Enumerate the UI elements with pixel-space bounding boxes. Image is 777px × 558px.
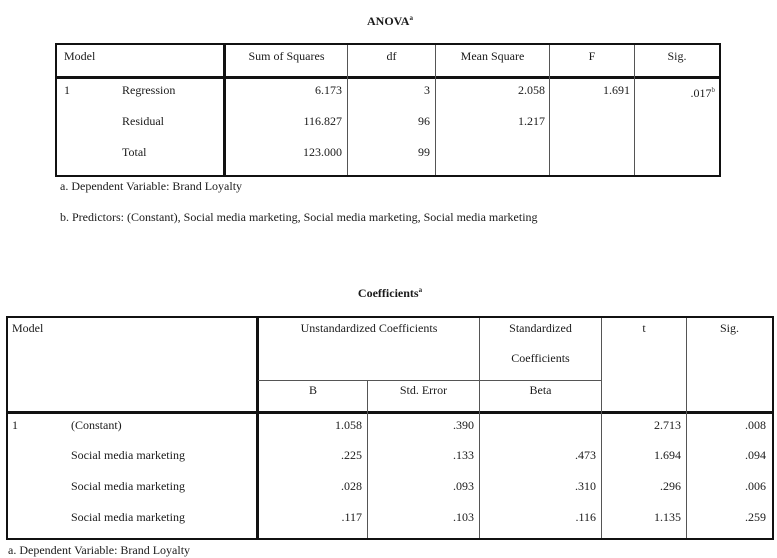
- anova-header-ss: Sum of Squares: [248, 49, 325, 63]
- anova-header-sig: Sig.: [667, 49, 687, 63]
- coef-header-std-error: Std. Error: [399, 383, 448, 397]
- anova-header-df: df: [386, 49, 397, 63]
- coefficients-header-rule: [6, 411, 774, 414]
- coef-header-beta: Beta: [529, 383, 552, 397]
- anova-title: ANOVA$^a$: [367, 14, 413, 28]
- anova-footnote-a: a. Dependent Variable: Brand Loyalty: [60, 179, 243, 193]
- coef-model-number: 1: [12, 418, 18, 432]
- coefficients-footnote-a: a. Dependent Variable: Brand Loyalty: [8, 543, 191, 557]
- coef-header-standardized-2: Coefficients: [511, 351, 570, 365]
- anova-sig-value: .017$^b$: [690, 86, 715, 100]
- anova-header-model: Model: [64, 49, 96, 63]
- coef-header-b: B: [308, 383, 317, 397]
- coefficients-title: Coefficients$^a$: [357, 286, 423, 300]
- coef-header-unstandardized: Unstandardized Coefficients: [300, 321, 438, 335]
- coef-header-sig: Sig.: [719, 321, 739, 335]
- anova-model-number: 1: [64, 83, 70, 97]
- coef-header-model: Model: [12, 321, 44, 335]
- anova-footnote-b: b. Predictors: (Constant), Social media marketing, Social media marketing, Social media marketing: [60, 210, 538, 224]
- coef-header-standardized: Standardized: [509, 321, 572, 335]
- coef-header-t: t: [642, 321, 646, 335]
- anova-header-rule: [55, 76, 721, 79]
- anova-header-f: F: [588, 49, 596, 63]
- anova-header-ms: Mean Square: [460, 49, 525, 63]
